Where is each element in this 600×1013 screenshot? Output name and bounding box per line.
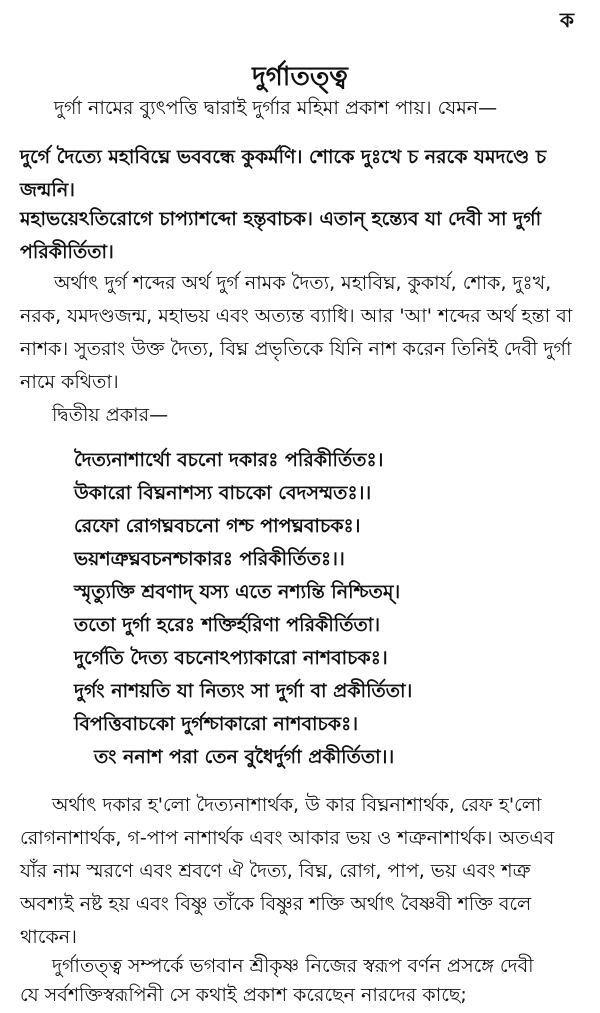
text-line: রোগনাশার্থক, গ-পাপ নাশার্থক এবং আকার ভয় ও শত্রুনাশার্থক। অতএব [20,827,555,849]
text-line: অবশ্যই নষ্ট হয় এবং বিষ্ণু তাঁকে বিষ্ণুর শক্তি অর্থাৎ বৈষ্ণবী শক্তি বলে [20,893,532,915]
verse-line: ততো দুর্গা হরেঃ শক্তির্হরিণা পরিকীর্তিতা। [74,614,381,636]
shloka-2: মহাভয়েঽতিরোগে চাপ্যাশব্দো হন্তৃবাচক। এতান্ হন্ত্যেব যা দেবী সা দুর্গা পরিকীর্তিতা। [20,208,542,263]
text-line: থাকেন। [20,926,77,948]
verse-line: বিপত্তিবাচকো দুর্গশ্চাকারো নাশবাচকঃ। [74,713,358,735]
text-line: অর্থাৎ দকার হ'লো দৈত্যনাশার্থক, উ কার বিঘ্ননাশার্থক, রেফ হ'লো [52,794,542,816]
page-title: দুর্গাতত্ত্ব [252,62,348,92]
page-number: ক [560,8,574,32]
verse-line: দুর্গং নাশয়তি যা নিত্যং সা দুর্গা বা প্রকীর্তিতা। [74,680,413,702]
explanation-paragraph-1: অর্থাৎ দুর্গ শব্দের অর্থ দুর্গ নামক দৈত্য, মহাবিঘ্ন, কুকার্য, শোক, দুঃখ, নরক, যমদণ্ডজন্ম, মহাভয় এবং অত্যন্ত ব্যাধি। আর 'আ' শব্দের অর্থ হন্তা বা নাশক। সুতরাং উক্ত দৈত্য, বিঘ্ন প্রভৃতিকে যিনি নাশ করেন তিনিই দেবী দুর্গা নামে কথিতা। [20,272,573,393]
intro-paragraph: দুর্গা নামের ব্যুৎপত্তি দ্বারাই দুর্গার মহিমা প্রকাশ পায়। যেমন— [54,97,498,119]
second-type-label: দ্বিতীয় প্রকার— [52,404,169,426]
verse-line: উকারো বিঘ্ননাশস্য বাচকো বেদসম্মতঃ।। [74,482,372,504]
shloka-1: দুর্গে দৈত্যে মহাবিঘ্নে ভববন্ধে কুকর্মণি। শোকে দুঃখে চ নরকে যমদণ্ডে চ জন্মনি। [20,146,547,201]
verse-line: ভয়শত্রুঘ্নবচনশ্চাকারঃ পরিকীর্তিতঃ।। [74,548,345,570]
verse-line: রেফো রোগঘ্নবচনো গশ্চ পাপঘ্নবাচকঃ। [74,515,361,537]
verse-line: দৈত্যনাশার্থো বচনো দকারঃ পরিকীর্তিতঃ। [74,449,384,471]
verse-line: স্মৃত্যুক্তি শ্রবণাদ্ যস্য এতে নশ্যন্তি নিশ্চিতম্। [74,581,401,603]
verse-line: তং ননাশ পরা তেন বুধৈর্দুর্গা প্রকীর্তিতা।। [94,746,395,768]
text-line: দুর্গাতত্ত্ব সম্পর্কে ভগবান শ্রীকৃষ্ণ নিজের স্বরূপ বর্ণন প্রসঙ্গে দেবী [52,955,534,977]
text-line: যে সর্বশক্তিস্বরূপিনী সে কথাই প্রকাশ করেছেন নারদের কাছে; [20,984,467,1006]
text-line: যাঁর নাম স্মরণে এবং শ্রবণে ঐ দৈত্য, বিঘ্ন, রোগ, পাপ, ভয় এবং শত্রু [20,860,531,882]
verse-line: দুর্গেতি দৈত্য বচনোঽপ্যাকারো নাশবাচকঃ। [74,647,388,669]
